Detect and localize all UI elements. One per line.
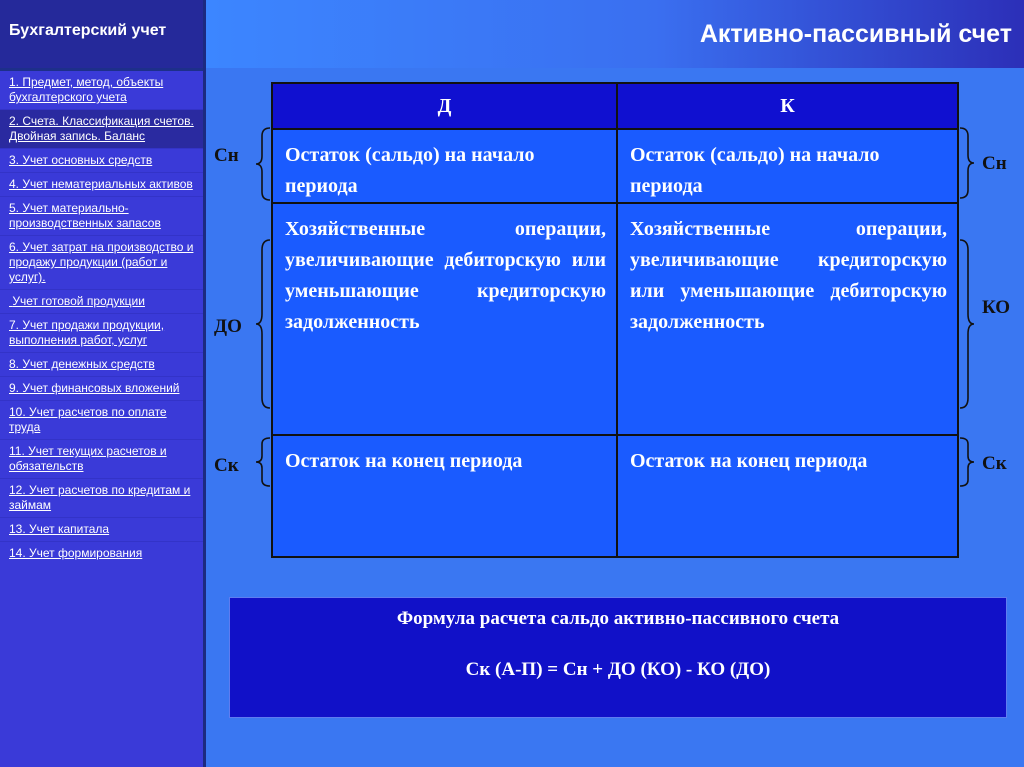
left-brace-do xyxy=(254,238,272,410)
debit-opening-balance: Остаток (сальдо) на начало периода xyxy=(285,144,535,197)
left-label-sk: Ск xyxy=(214,455,239,476)
sidebar-item-intangible-assets[interactable]: 4. Учет нематериальных активов xyxy=(0,172,205,196)
debit-closing-balance: Остаток на конец периода xyxy=(285,450,523,472)
table-center-divider xyxy=(616,84,618,556)
right-label-sk: Ск xyxy=(982,453,1007,474)
table-row-divider xyxy=(273,128,957,130)
left-label-do: ДО xyxy=(214,316,242,337)
sidebar-item-formation[interactable]: 14. Учет формирования xyxy=(0,541,205,565)
sidebar-nav xyxy=(0,68,205,565)
sidebar-item-finished-goods[interactable]: Учет готовой продукции xyxy=(0,289,205,313)
sidebar-item-capital[interactable]: 13. Учет капитала xyxy=(0,517,205,541)
sidebar-item-accounts[interactable]: 2. Счета. Классификация счетов. Двойная запись. Баланс xyxy=(0,109,205,148)
left-brace-sk xyxy=(254,436,272,488)
credit-opening-balance: Остаток (сальдо) на начало периода xyxy=(630,144,880,197)
header-bar xyxy=(206,0,1024,68)
right-brace-sk xyxy=(958,436,976,488)
sidebar xyxy=(0,0,205,767)
left-brace-sn xyxy=(254,126,272,202)
formula-box xyxy=(229,597,1007,718)
sidebar-item-current-liabilities[interactable]: 11. Учет текущих расчетов и обязательств xyxy=(0,439,205,478)
sidebar-item-inventories[interactable]: 5. Учет материально-производственных запасов xyxy=(0,196,205,235)
sidebar-header: Бухгалтерский учет xyxy=(0,0,205,68)
credit-operations: Хозяйственные операции, увеличивающие кредиторскую или уменьшающие дебиторскую задолженность xyxy=(630,218,947,333)
sidebar-item-payroll[interactable]: 10. Учет расчетов по оплате труда xyxy=(0,400,205,439)
sidebar-item-production-costs[interactable]: 6. Учет затрат на производство и продажу продукции (работ и услуг). xyxy=(0,235,205,289)
credit-header: К xyxy=(618,84,957,128)
credit-closing-balance: Остаток на конец периода xyxy=(630,450,868,472)
right-label-sn: Сн xyxy=(982,153,1007,174)
sidebar-item-subject-method[interactable]: 1. Предмет, метод, объекты бухгалтерского учета xyxy=(0,71,205,109)
right-brace-sn xyxy=(958,126,976,200)
sidebar-item-investments[interactable]: 9. Учет финансовых вложений xyxy=(0,376,205,400)
sidebar-divider xyxy=(203,0,206,767)
sidebar-item-fixed-assets[interactable]: 3. Учет основных средств xyxy=(0,148,205,172)
t-account-table xyxy=(271,82,959,558)
sidebar-item-loans[interactable]: 12. Учет расчетов по кредитам и займам xyxy=(0,478,205,517)
sidebar-item-sales[interactable]: 7. Учет продажи продукции, выполнения работ, услуг xyxy=(0,313,205,352)
debit-operations: Хозяйственные операции, увеличивающие дебиторскую или уменьшающие кредиторскую задолженность xyxy=(285,218,606,333)
right-label-ko: КО xyxy=(982,297,1011,318)
formula-title: Формула расчета сальдо активно-пассивного счета xyxy=(396,608,840,629)
right-brace-ko xyxy=(958,238,976,410)
debit-header: Д xyxy=(273,84,616,128)
formula-expression: Ск (А-П) = Сн + ДО (КО) - КО (ДО) xyxy=(465,659,771,680)
table-row-divider xyxy=(273,202,957,204)
left-label-sn: Сн xyxy=(214,145,239,166)
sidebar-item-cash[interactable]: 8. Учет денежных средств xyxy=(0,352,205,376)
table-row-divider xyxy=(273,434,957,436)
page-title: Активно-пассивный счет xyxy=(699,20,1012,48)
